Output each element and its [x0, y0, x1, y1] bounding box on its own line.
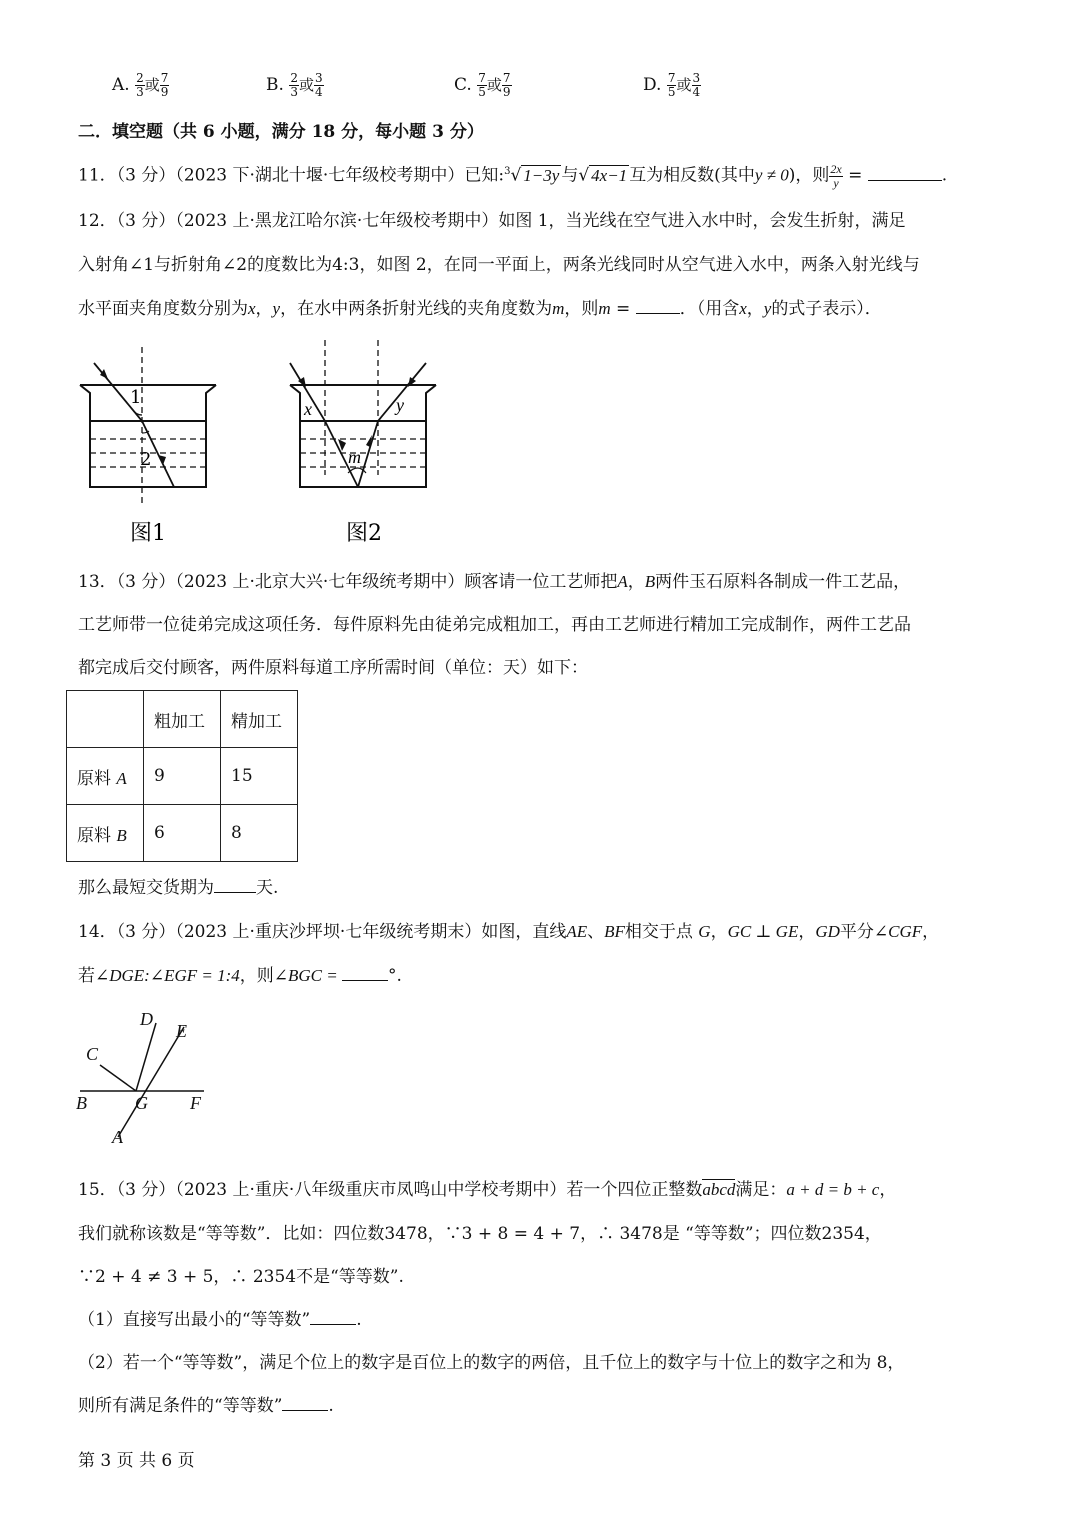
answer-blank[interactable] [342, 964, 388, 981]
table-row [67, 748, 298, 805]
question-13-line3: 都完成后交付顾客，两件原料每道工序所需时间（单位：天）如下： [78, 658, 588, 678]
fraction: $\frac{3}{4}$ [692, 71, 701, 99]
figure-1-label: 图1 [130, 521, 166, 546]
option-d: D. $\frac{7}{5}$ 或 $\frac{3}{4}$ [643, 71, 701, 99]
fig2-angle-x: x [304, 399, 312, 419]
answer-blank[interactable] [310, 1308, 356, 1325]
answer-blank[interactable] [868, 164, 942, 181]
question-14-line1: 14．（3 分）（2023 上·重庆沙坪坝·七年级统考期末）如图，直线AE、BF相交于点 G，GC ⊥ GE，GD平分∠CGF， [78, 922, 940, 942]
fraction: $\frac{7}{5}$ [478, 71, 486, 99]
answer-blank[interactable] [214, 876, 256, 893]
figure-1 [80, 347, 216, 505]
table-row [67, 805, 298, 862]
fraction: $\frac{2}{3}$ [136, 71, 144, 99]
fraction: $\frac{7}{9}$ [502, 71, 511, 99]
option-b: B. $\frac{2}{3}$ 或 $\frac{3}{4}$ [266, 71, 323, 99]
question-15-line3: ∵2 + 4 ≠ 3 + 5，∴ 2354不是“等等数”. [78, 1267, 404, 1287]
fraction: $\frac{3}{4}$ [314, 71, 323, 99]
table-cell: 8 [221, 805, 298, 862]
ray-gc [100, 1065, 136, 1091]
label-f: F [190, 1093, 201, 1113]
question-15-part3: 则所有满足条件的“等等数” . [78, 1396, 334, 1416]
question-15-line2: 我们就称该数是“等等数”．比如：四位数3478，∵3 + 8 = 4 + 7，∴ 3478是 “等等数”；四位数2354， [78, 1224, 882, 1244]
fraction: $\frac{2}{3}$ [290, 71, 298, 99]
radicand: 4x−1 [591, 165, 628, 185]
fig2-angle-m: m [348, 447, 361, 467]
label-b: B [76, 1093, 87, 1113]
answer-blank[interactable] [636, 297, 680, 314]
figure-2-label: 图2 [346, 521, 382, 546]
answer-blank[interactable] [282, 1394, 328, 1411]
table-cell: 15 [221, 748, 298, 805]
question-12-line3: 水平面夹角度数分别为x，y，在水中两条折射光线的夹角度数为m，则m = ．（用含x，y的式子表示）． [78, 299, 882, 319]
question-15-line1: 15．（3 分）（2023 上·重庆·八年级重庆市凤鸣山中学校考期中）若一个四位正整数abcd满足：a + d = b + c， [78, 1180, 897, 1200]
table-header-cell [67, 691, 144, 748]
table-header-row [67, 691, 298, 748]
option-label: D. [643, 75, 662, 95]
page-footer: 第 3 页 共 6 页 [78, 1451, 195, 1471]
table-cell: 原料 B [67, 805, 144, 862]
question-12-line2: 入射角∠1与折射角∠2的度数比为4:3，如图 2，在同一平面上，两条光线同时从空气进入水中，两条入射光线与 [78, 255, 920, 275]
option-label: A. [112, 75, 130, 95]
fraction: $\frac{2x}{y}$ [830, 161, 842, 190]
radicand: 1−3y [523, 165, 560, 185]
label-e: E [176, 1021, 187, 1041]
label-d: D [140, 1009, 153, 1029]
table-header-cell: 精加工 [221, 691, 298, 748]
question-15-part1: （1）直接写出最小的“等等数” . [78, 1310, 362, 1330]
ray-gd [136, 1023, 156, 1091]
fig1-angle-1: 1 [130, 387, 142, 408]
question-13-line2: 工艺师带一位徒弟完成这项任务．每件原料先由徒弟完成粗加工，再由工艺师进行精加工完成制作，两件工艺品 [78, 615, 911, 635]
option-a: A. $\frac{2}{3}$ 或 $\frac{7}{9}$ [112, 71, 169, 99]
angle-figure [70, 1005, 220, 1150]
section-heading: 二．填空题（共 6 小题，满分 18 分，每小题 3 分） [78, 122, 484, 142]
refraction-figures [70, 335, 450, 555]
option-c: C. $\frac{7}{5}$ 或 $\frac{7}{9}$ [454, 71, 511, 99]
line-ae [118, 1027, 184, 1137]
table-cell: 9 [144, 748, 221, 805]
table-cell: 6 [144, 805, 221, 862]
label-g: G [135, 1093, 148, 1113]
table-cell: 原料 A [67, 748, 144, 805]
question-14-line2: 若∠DGE:∠EGF = 1:4，则∠BGC = °. [78, 966, 402, 986]
overline-number: abcd [702, 1180, 736, 1199]
question-13-answer: 那么最短交货期为 天. [78, 878, 279, 898]
fraction: $\frac{7}{9}$ [160, 71, 169, 99]
option-label: C. [454, 75, 472, 95]
process-time-table [66, 690, 298, 862]
question-12-line1: 12．（3 分）（2023 上·黑龙江哈尔滨·七年级校考期中）如图 1，当光线在空气进入水中时，会发生折射，满足 [78, 211, 906, 231]
question-11: 11．（3 分）（2023 下·湖北十堰·七年级校考期中）已知:$^3$√ 1−3y 与√ 4x−1 互为相反数(其中y ≠ 0)，则 $\frac{2x}{y}$ = . [78, 161, 948, 190]
question-15-part2: （2）若一个“等等数”，满足个位上的数字是百位上的数字的两倍，且千位上的数字与十位上的数字之和为 8， [78, 1353, 905, 1373]
table-header-cell: 粗加工 [144, 691, 221, 748]
fig1-angle-2: 2 [140, 449, 152, 470]
label-a: A [112, 1127, 123, 1147]
question-13-line1: 13．（3 分）（2023 上·北京大兴·七年级统考期中）顾客请一位工艺师把A，B两件玉石原料各制成一件工艺品， [78, 572, 911, 592]
label-c: C [86, 1044, 99, 1064]
fig2-angle-y: y [396, 395, 404, 415]
fraction: $\frac{7}{5}$ [667, 71, 676, 99]
option-label: B. [266, 75, 284, 95]
